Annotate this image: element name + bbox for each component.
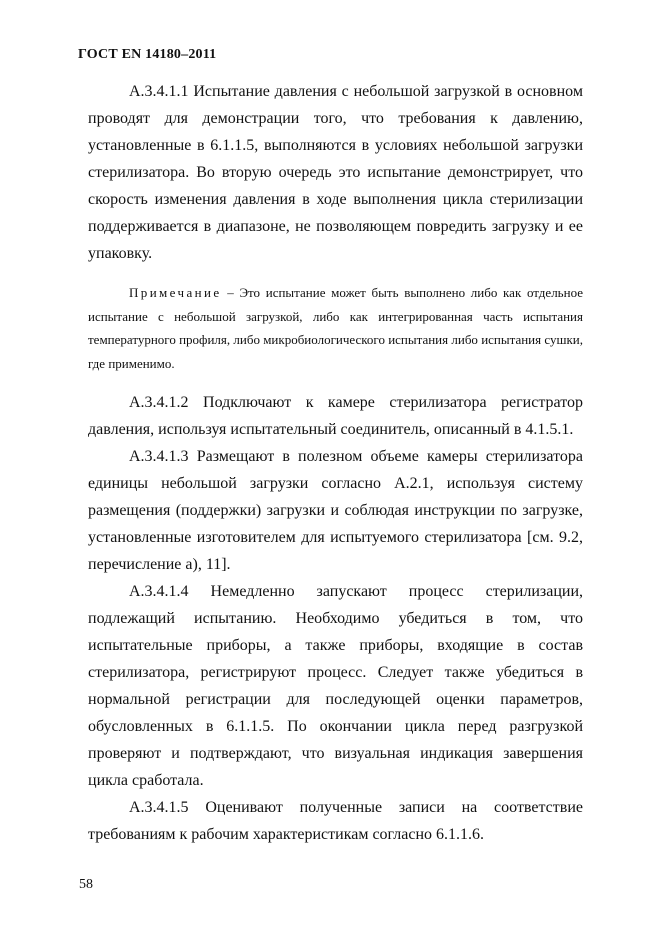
paragraph-a-3-4-1-5: А.3.4.1.5 Оценивают полученные записи на соответствие требованиям к рабочим характеристикам согласно 6.1.1.6. bbox=[88, 799, 583, 843]
note-label: Примечание bbox=[129, 285, 222, 300]
page-number: 58 bbox=[79, 877, 93, 892]
note-text: – Это испытание может быть выполнено либо как отдельное испытание с небольшой загрузкой, либо как интегрированная часть испытания температурного профиля, либо микробиологического испытания либо испытания сушки, где применимо. bbox=[88, 285, 583, 371]
note-paragraph bbox=[88, 281, 583, 375]
paragraph-a-3-4-1-4: А.3.4.1.4 Немедленно запускают процесс стерилизации, подлежащий испытанию. Необходимо убедиться в том, что испытательные приборы, а также приборы, входящие в состав стерилизатора, регистрируют процесс. Следует также убедиться в нормальной регистрации для последующей оценки параметров, обусловленных в 6.1.1.5. По окончании цикла перед разгрузкой проверяют и подтверждают, что визуальная индикация завершения цикла сработала. bbox=[88, 583, 583, 789]
paragraph-a-3-4-1-2: А.3.4.1.2 Подключают к камере стерилизатора регистратор давления, используя испытательный соединитель, описанный в 4.1.5.1. bbox=[88, 394, 583, 438]
paragraph-a-3-4-1-3: А.3.4.1.3 Размещают в полезном объеме камеры стерилизатора единицы небольшой загрузки согласно А.2.1, используя систему размещения (поддержки) загрузки и соблюдая инструкции по загрузке, установленные изготовителем для испытуемого стерилизатора [см. 9.2, перечисление а), 11]. bbox=[88, 448, 583, 573]
standard-code-header: ГОСТ EN 14180–2011 bbox=[78, 47, 217, 62]
document-body bbox=[88, 78, 583, 848]
paragraph-a-3-4-1-1: А.3.4.1.1 Испытание давления с небольшой загрузкой в основном проводят для демонстрации того, что требования к давлению, установленные в 6.1.1.5, выполняются в условиях небольшой загрузки стерилизатора. Во вторую очередь это испытание демонстрирует, что скорость изменения давления в ходе выполнения цикла стерилизации поддерживается в диапазоне, не позволяющем повредить загрузку и ее упаковку. bbox=[88, 83, 583, 262]
